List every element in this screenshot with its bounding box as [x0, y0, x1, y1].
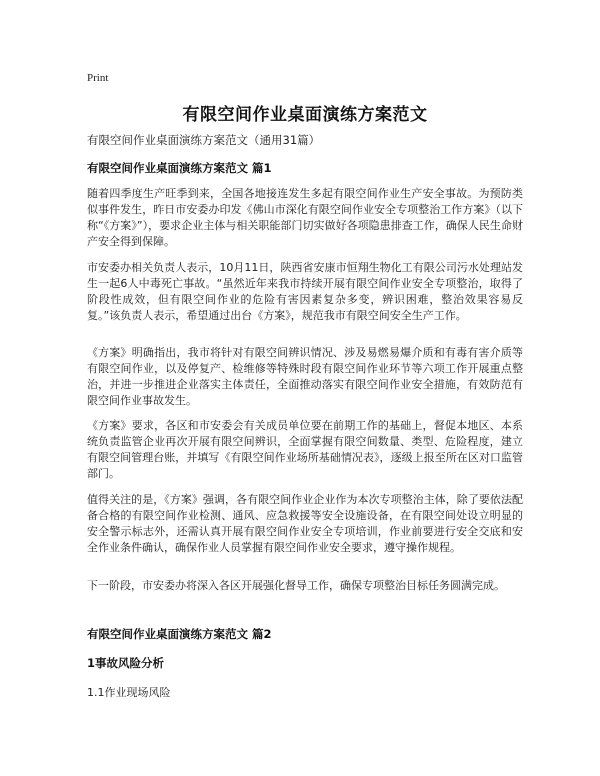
section2-subheading-2: 1.1作业现场风险: [87, 686, 171, 699]
section2-subheading-1: 1事故风险分析: [87, 656, 165, 670]
paragraph-1: 随着四季度生产旺季到来，全国各地接连发生多起有限空间作业生产安全事故。为预防类似事件发生，昨日市安委办印发《佛山市深化有限空间作业安全专项整治工作方案》（以下称“《方案》”），要求企业主体与相关职能部门切实做好各项隐患排查工作，确保人民生命财产安全得到保障。: [87, 187, 523, 248]
paragraph-2: 市安委办相关负责人表示，10月11日，陕西省安康市恒翔生物化工有限公司污水处理站发生一起6人中毒死亡事故。“虽然近年来我市持续开展有限空间作业安全专项整治，取得了阶段性成效，但有限空间作业的危险有害因素复杂多变，辨识困难，整治效果容易反复。”该负责人表示，希望通过出台《方案》，规范我市有限空间安全生产工作。: [87, 261, 523, 322]
section2-heading: 有限空间作业桌面演练方案范文 篇2: [87, 627, 272, 641]
print-link[interactable]: Print: [87, 72, 109, 84]
document-title: 有限空间作业桌面演练方案范文: [182, 105, 428, 125]
document-subtitle: 有限空间作业桌面演练方案范文（通用31篇）: [87, 133, 321, 147]
paragraph-5: 值得关注的是，《方案》强调，各有限空间作业企业作为本次专项整治主体，除了要依法配备合格的有限空间作业检测、通风、应急救援等安全设施设备，在有限空间处设立明显的安全警示标志外，还需认真开展有限空间作业安全专项培训，作业前要进行安全交底和安全作业条件确认，确保作业人员掌握有限空间作业安全要求，遵守操作规程。: [87, 493, 523, 554]
paragraph-3: 《方案》明确指出，我市将针对有限空间辨识情况、涉及易燃易爆介质和有毒有害介质等有限空间作业，以及停复产、检维修等特殊时段有限空间作业环节等六项工作开展重点整治，并进一步推进企业落实主体责任，全面推动落实有限空间作业安全措施，有效防范有限空间作业事故发生。: [87, 346, 523, 407]
paragraph-4: 《方案》要求，各区和市安委会有关成员单位要在前期工作的基础上，督促本地区、本系统负责监管企业再次开展有限空间辨识，全面掌握有限空间数量、类型、危险程度，建立有限空间管理台账，并填写《有限空间作业场所基础情况表》，逐级上报至所在区对口监管部门。: [87, 419, 523, 480]
paragraph-6: 下一阶段，市安委办将深入各区开展强化督导工作，确保专项整治目标任务圆满完成。: [87, 579, 505, 592]
section1-heading: 有限空间作业桌面演练方案范文 篇1: [87, 161, 272, 175]
